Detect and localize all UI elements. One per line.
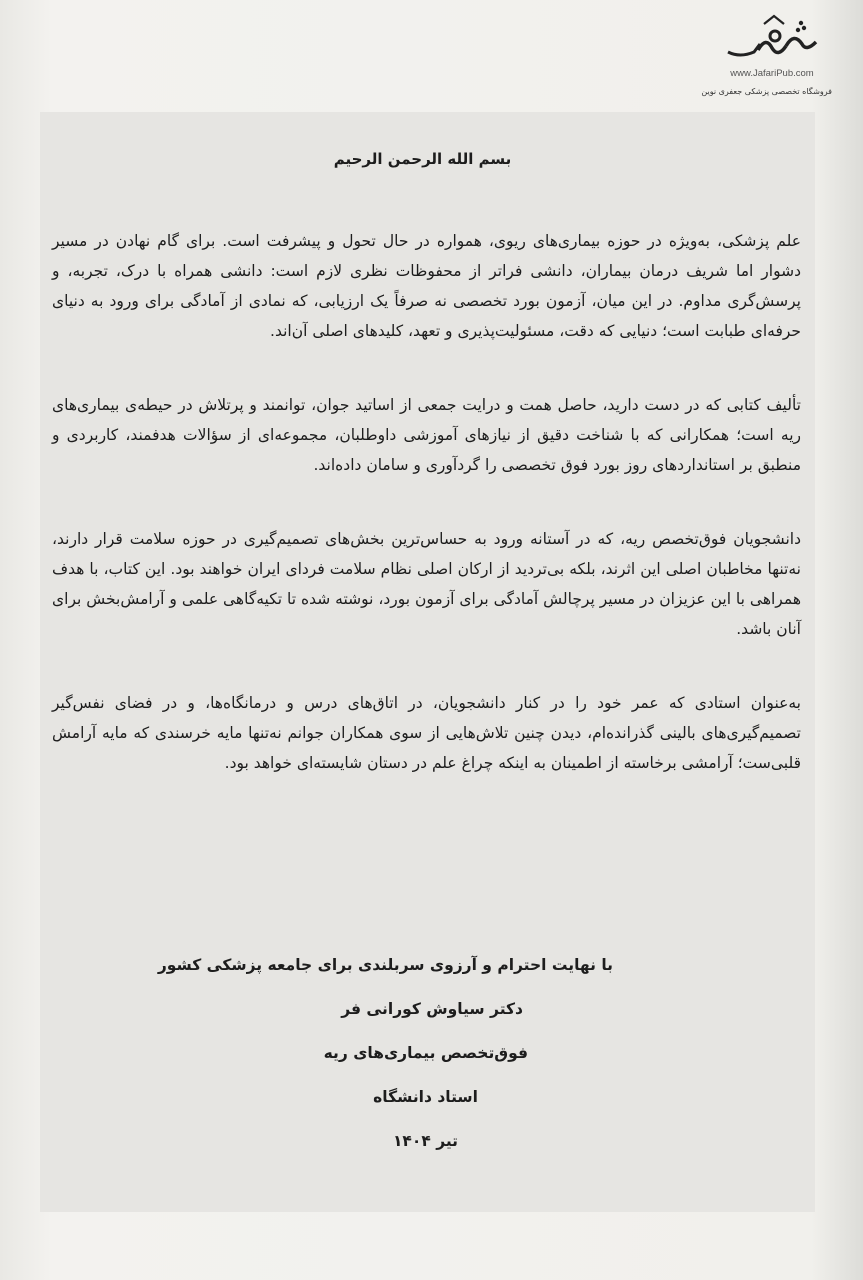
publisher-caption: فروشگاه تخصصی پزشکی جعفری نوین — [701, 87, 832, 96]
publisher-url: www.JafariPub.com — [730, 68, 814, 79]
jafari-logo-icon — [720, 14, 824, 66]
paragraph-2: تألیف کتابی که در دست دارید، حاصل همت و درایت جمعی از اساتید جوان، توانمند و پرتلاش در حیطه‌ی بیماری‌های ریه است؛ همکارانی که با شناخت دقیق از نیازهای آموزشی داوطلبان، مجموعه‌ای از سؤالات هدفمند، کاربردی و منطبق بر استانداردهای روز بورد فوق تخصصی را گردآوری و سامان داده‌اند. — [52, 396, 801, 474]
bismillah-heading: بسم الله الرحمن الرحیم — [333, 150, 512, 168]
signature-date: تیر ۱۴۰۴ — [392, 1132, 458, 1150]
paragraph-3: دانشجویان فوق‌تخصص ریه، که در آستانه ورود به حساس‌ترین بخش‌های تصمیم‌گیری در حوزه سلامت قرار دارند، نه‌تنها مخاطبان اصلی این اثرند، بلکه بی‌تردید از ارکان اصلی نظام سلامت فردای ایران خواهند بود. این کتاب، با هدف همراهی با این عزیزان در مسیر پرچالش آمادگی برای آزمون بورد، نوشته شده تا تکیه‌گاهی علمی و آرامش‌بخش برای آنان باشد. — [52, 530, 801, 638]
paragraph-4: به‌عنوان استادی که عمر خود را در کنار دانشجویان، در اتاق‌های درس و درمانگاه‌ها، و در فضای نفس‌گیر تصمیم‌گیری‌های بالینی گذرانده‌ام، دیدن چنین تلاش‌هایی از سوی همکاران جوانم نه‌تنها مایه خرسندی که مایه آرامش قلبی‌ست؛ آرامشی برخاسته از اطمینان به اینکه چراغ علم در دستان شایسته‌ای خواهد بود. — [52, 694, 801, 772]
signature-position: استاد دانشگاه — [373, 1088, 478, 1106]
signature-specialty: فوق‌تخصص بیماری‌های ریه — [323, 1044, 528, 1062]
paragraph-1: علم پزشکی، به‌ویژه در حوزه بیماری‌های ریوی، همواره در حال تحول و پیشرفت است. برای گام نهادن در مسیر دشوار اما شریف درمان بیماران، دانشی فراتر از محفوظات نظری لازم است: دانشی همراه با درک، تجربه، و پرسش‌گری مداوم. در این میان، آزمون بورد تخصصی نه صرفاً یک ارزیابی، که نمادی از آمادگی برای ورود به دنیای حرفه‌ای طبابت است؛ دنیایی که دقت، مسئولیت‌پذیری و تعهد، کلیدهای اصلی آن‌اند. — [52, 232, 801, 340]
document-body — [42, 150, 817, 822]
publisher-logo — [701, 14, 832, 106]
signature-name: دکتر سیاوش کورانی فر — [341, 1000, 523, 1018]
signature-closing: با نهایت احترام و آرزوی سربلندی برای جامعه پزشکی کشور — [157, 956, 613, 974]
